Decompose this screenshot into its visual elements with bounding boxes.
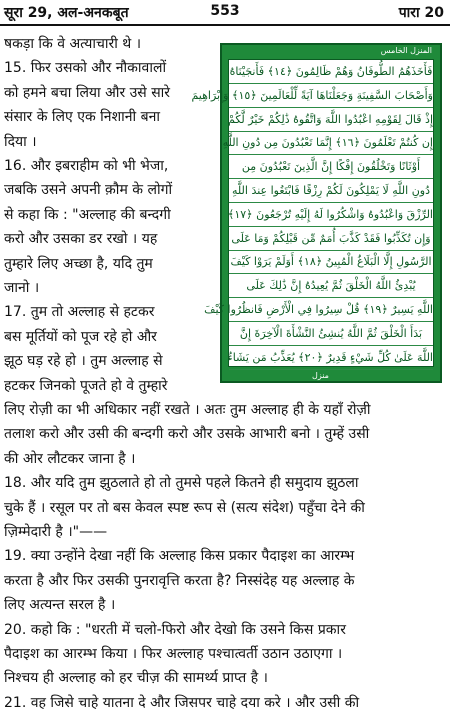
box-bottom-label: منزل: [312, 371, 329, 380]
arabic-line: يُبْدِئُ اللَّهُ الْخَلْقَ ثُمَّ يُعِيدُهُ إِنَّ ذَٰلِكَ عَلَى: [229, 274, 433, 298]
arabic-line: الرِّزْقَ وَاعْبُدُوهُ وَاشْكُرُوا لَهُ إِلَيْهِ تُرْجَعُونَ ﴿١٧﴾: [229, 203, 433, 227]
text-line: लिए अत्यन्त सरल है ।: [4, 597, 116, 614]
text-line: तलाश करो और उसी की बन्दगी करो और उसके आभारी बनो । तुम्हें उसी: [4, 426, 370, 443]
arabic-text-box: [191, 43, 442, 383]
arabic-text-panel: [191, 59, 434, 367]
text-line: संसार के लिए एक निशानी बना: [4, 109, 160, 126]
arabic-line: إِذْ قَالَ لِقَوْمِهِ اعْبُدُوا اللَّهَ وَاتَّقُوهُ ذَٰلِكُمْ خَيْرٌ لَّكُمْ: [229, 108, 433, 132]
arabic-line: وَإِن تُكَذِّبُوا فَقَدْ كَذَّبَ أُمَمٌ مِّن قَبْلِكُمْ وَمَا عَلَى: [229, 227, 433, 251]
text-line: लिए रोज़ी का भी अधिकार नहीं रखते । अतः तुम अल्लाह ही के यहाँ रोज़ी: [4, 402, 371, 418]
arabic-line: بَدَأَ الْخَلْقَ ثُمَّ اللَّهُ يُنشِئُ النَّشْأَةَ الْآخِرَةَ إِنَّ: [229, 322, 433, 346]
surah-title: सूरा 29, अल-अनकबूत: [4, 5, 129, 21]
page-header: [0, 0, 450, 26]
text-line: 18. और यदि तुम झुठलाते हो तो तुमसे पहले कितने ही समुदाय झुठला: [4, 475, 359, 492]
arabic-line: اللَّهَ عَلَىٰ كُلِّ شَيْءٍ قَدِيرٌ ﴿٢٠﴾ يُعَذِّبُ مَن يَشَاءُ: [229, 346, 433, 370]
box-top-label: المنزل الخامس: [380, 46, 432, 55]
text-line: जबकि उसने अपनी क़ौम के लोगों: [4, 182, 173, 199]
text-line: तुम्हारे लिए अच्छा है, यदि तुम: [4, 255, 153, 272]
text-line: की ओर लौटकर जाना है ।: [4, 450, 136, 467]
text-line: को हमने बचा लिया और उसे सारे: [4, 84, 171, 101]
text-line: से कहा कि : "अल्लाह की बन्दगी: [4, 206, 171, 223]
text-line: 15. फिर उसको और नौकावालों: [4, 60, 167, 77]
text-line: 19. क्या उन्होंने देखा नहीं कि अल्लाह किस प्रकार पैदाइश का आरम्भ: [4, 548, 355, 565]
text-line: 17. तुम तो अल्लाह से हटकर: [4, 304, 155, 321]
text-line: बस मूर्तियों को पूज रहे हो और: [4, 328, 157, 345]
arabic-line: وَأَصْحَابَ السَّفِينَةِ وَجَعَلْنَاهَا آيَةً لِّلْعَالَمِينَ ﴿١٥﴾ وَإِبْرَاهِيمَ: [229, 84, 433, 108]
text-line: दिया ।: [4, 133, 37, 150]
arabic-line: أَوْثَانًا وَتَخْلُقُونَ إِفْكًا إِنَّ الَّذِينَ تَعْبُدُونَ مِن: [229, 155, 433, 179]
arabic-line: اللَّهِ يَسِيرٌ ﴿١٩﴾ قُلْ سِيرُوا فِي الْأَرْضِ فَانظُرُوا كَيْفَ: [229, 298, 433, 322]
para-label: पारा 20: [398, 5, 444, 21]
text-line: 20. कहो कि : "धरती में चलो-फिरो और देखो कि उसने किस प्रकार: [4, 621, 346, 638]
arabic-line: الرَّسُولِ إِلَّا الْبَلَاغُ الْمُبِينُ ﴿١٨﴾ أَوَلَمْ يَرَوْا كَيْفَ: [229, 250, 433, 274]
text-line: चुके हैं । रसूल पर तो बस केवल स्पष्ट रूप से (सत्य संदेश) पहुँचा देने की: [4, 499, 365, 516]
arabic-line: إِن كُنتُمْ تَعْلَمُونَ ﴿١٦﴾ إِنَّمَا تَعْبُدُونَ مِن دُونِ اللَّهِ: [229, 131, 433, 155]
arabic-line: فَأَخَذَهُمُ الطُّوفَانُ وَهُمْ ظَالِمُونَ ﴿١٤﴾ فَأَنجَيْنَاهُ: [229, 60, 433, 84]
text-line: हटकर जिनको पूजते हो वे तुम्हारे: [4, 377, 168, 394]
arabic-line: دُونِ اللَّهِ لَا يَمْلِكُونَ لَكُمْ رِزْقًا فَابْتَغُوا عِندَ اللَّهِ: [229, 179, 433, 203]
text-line: करता है और फिर उसकी पुनरावृत्ति करता है? निस्संदेह यह अल्लाह के: [4, 572, 355, 589]
page-number: 553: [210, 3, 240, 19]
text-line: पैदाइश का आरम्भ किया । फिर अल्लाह पश्चात्वर्ती उठान उठाएगा ।: [4, 646, 343, 662]
text-line: झूठ घड़ रहे हो । तुम अल्लाह से: [4, 353, 163, 370]
text-line: निश्चय ही अल्लाह को हर चीज़ की सामर्थ्य प्राप्त है ।: [4, 670, 268, 687]
text-line: षकड़ा कि वे अत्याचारी थे ।: [4, 36, 141, 52]
text-line: करो और उसका डर रखो । यह: [4, 231, 158, 248]
text-line: जानो ।: [4, 280, 40, 296]
text-line: ज़िम्मेदारी है ।"——: [4, 524, 108, 540]
text-line: 21. वह जिसे चाहे यातना दे और जिसपर चाहे दया करे । और उसी की: [4, 694, 360, 711]
text-line: 16. और इबराहीम को भी भेजा,: [4, 158, 169, 174]
